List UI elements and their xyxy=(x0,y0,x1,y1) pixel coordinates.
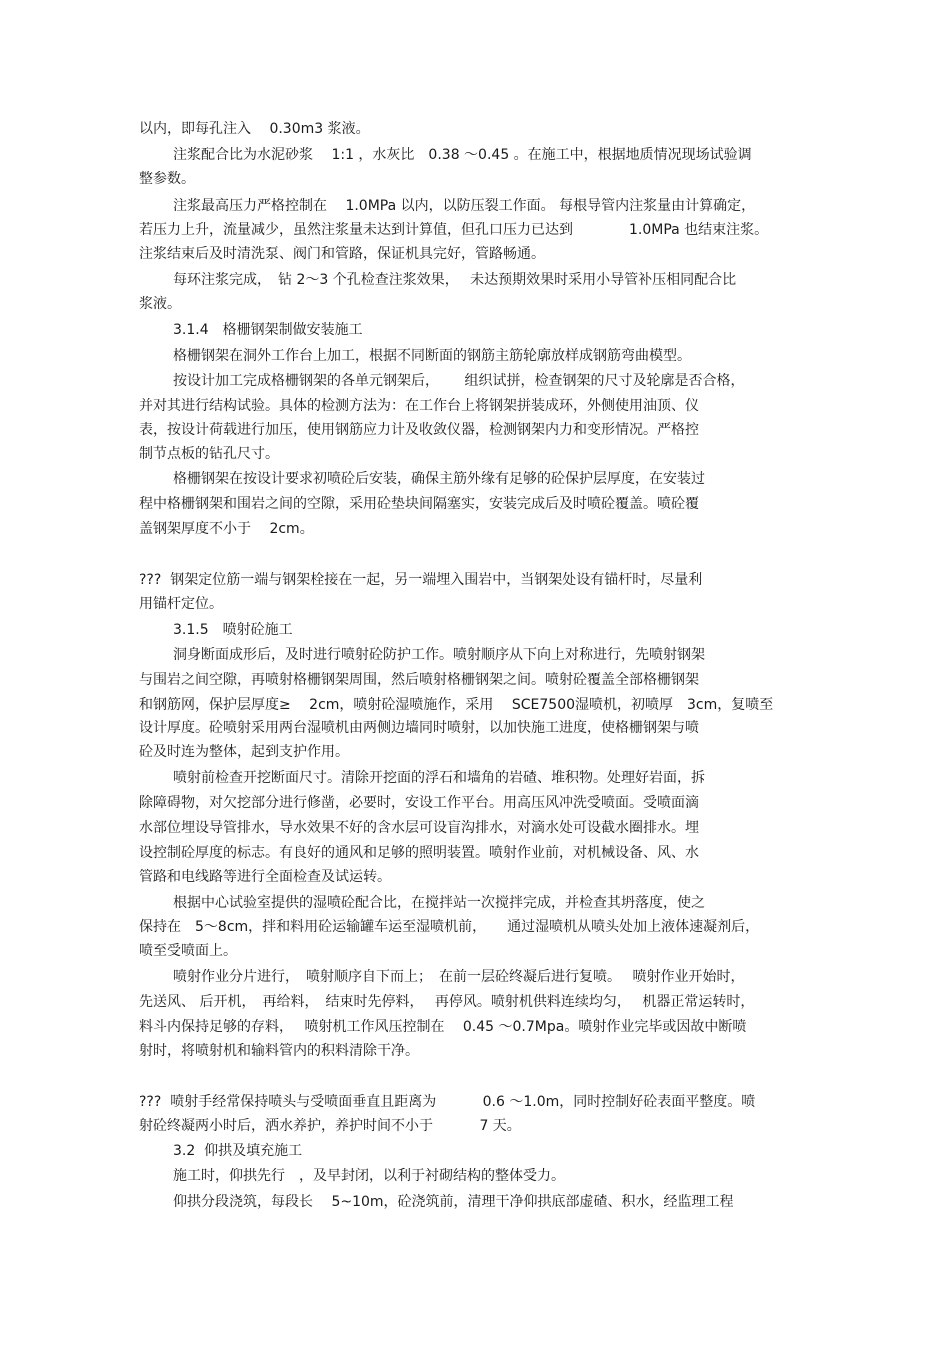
text-line: 根据中心试验室提供的湿喷砼配合比，在搅拌站一次搅拌完成，并检查其坍落度，使之 xyxy=(173,895,705,911)
text-line: 格栅钢架在洞外工作台上加工，根据不同断面的钢筋主筋轮廓放样成钢筋弯曲模型。 xyxy=(173,348,691,364)
text-line: 喷射作业分片进行， 喷射顺序自下而上； 在前一层砼终凝后进行复喷。 喷射作业开始时， xyxy=(173,969,745,985)
text-line: 以内，即每孔注入 0.30m3 浆液。 xyxy=(139,121,370,137)
text-line: ??? 钢架定位筋一端与钢架栓接在一起，另一端埋入围岩中，当钢架处设有锚杆时，尽量利 xyxy=(139,572,703,588)
text-line: 整参数。 xyxy=(139,171,195,187)
text-line: 射砼终凝两小时后，洒水养护，养护时间不小于 7 天。 xyxy=(139,1118,521,1134)
text-line: ??? 喷射手经常保持喷头与受喷面垂直且距离为 0.6 ～1.0m，同时控制好砼表面平整度。喷 xyxy=(139,1094,756,1110)
text-line: 除障碍物，对欠挖部分进行修凿，必要时，安设工作平台。用高压风冲洗受喷面。受喷面滴 xyxy=(139,795,699,811)
text-line: 射时，将喷射机和输料管内的积料清除干净。 xyxy=(139,1043,419,1059)
text-line: 洞身断面成形后，及时进行喷射砼防护工作。喷射顺序从下向上对称进行，先喷射钢架 xyxy=(173,647,705,663)
text-line: 料斗内保持足够的存料， 喷射机工作风压控制在 0.45 ～0.7Mpa。喷射作业完毕或因故中断喷 xyxy=(139,1019,747,1035)
section-heading: 3.1.4 格栅钢架制做安装施工 xyxy=(173,322,363,338)
text-line: 格栅钢架在按设计要求初喷砼后安装，确保主筋外缘有足够的砼保护层厚度，在安装过 xyxy=(173,471,705,487)
section-heading: 3.2 仰拱及填充施工 xyxy=(173,1143,303,1159)
text-line: 施工时，仰拱先行 ，及早封闭，以利于衬砌结构的整体受力。 xyxy=(173,1168,565,1184)
text-line: 设控制砼厚度的标志。有良好的通风和足够的照明装置。喷射作业前，对机械设备、风、水 xyxy=(139,845,699,861)
text-line: 水部位埋设导管排水，导水效果不好的含水层可设盲沟排水，对滴水处可设截水圈排水。埋 xyxy=(139,820,699,836)
text-line: 与围岩之间空隙，再喷射格栅钢架周围，然后喷射格栅钢架之间。喷射砼覆盖全部格栅钢架 xyxy=(139,672,699,688)
text-line: 砼及时连为整体，起到支护作用。 xyxy=(139,744,349,760)
text-line: 仰拱分段浇筑，每段长 5~10m，砼浇筑前，清理干净仰拱底部虚碴、积水，经监理工程 xyxy=(173,1194,734,1210)
text-line: 按设计加工完成格栅钢架的各单元钢架后， 组织试拼，检查钢架的尺寸及轮廓是否合格， xyxy=(173,373,745,389)
text-line: 和钢筋网，保护层厚度≥ 2cm，喷射砼湿喷施作，采用 SCE7500湿喷机，初喷厚 3cm，复喷至 xyxy=(139,697,774,713)
text-line: 注浆结束后及时清洗泵、阀门和管路，保证机具完好，管路畅通。 xyxy=(139,246,545,262)
text-line: 浆液。 xyxy=(139,296,181,312)
text-line: 设计厚度。砼喷射采用两台湿喷机由两侧边墙同时喷射，以加快施工进度，使格栅钢架与喷 xyxy=(139,720,699,736)
text-line: 注浆配合比为水泥砂浆 1:1 ，水灰比 0.38 ～0.45 。在施工中，根据地质情况现场试验调 xyxy=(173,147,752,163)
text-line: 程中格栅钢架和围岩之间的空隙，采用砼垫块间隔塞实，安装完成后及时喷砼覆盖。喷砼覆 xyxy=(139,496,699,512)
text-line: 保持在 5～8cm，拌和料用砼运输罐车运至湿喷机前， 通过湿喷机从喷头处加上液体速凝剂后， xyxy=(139,919,760,935)
text-line: 注浆最高压力严格控制在 1.0MPa 以内，以防压裂工作面。 每根导管内注浆量由计算确定， xyxy=(173,198,756,214)
text-line: 制节点板的钻孔尺寸。 xyxy=(139,446,279,462)
text-line: 表，按设计荷载进行加压，使用钢筋应力计及收敛仪器，检测钢架内力和变形情况。严格控 xyxy=(139,422,699,438)
text-line: 并对其进行结构试验。具体的检测方法为：在工作台上将钢架拼装成环，外侧使用油顶、仪 xyxy=(139,398,699,414)
section-heading: 3.1.5 喷射砼施工 xyxy=(173,622,293,638)
text-line: 喷至受喷面上。 xyxy=(139,943,237,959)
text-line: 用锚杆定位。 xyxy=(139,596,223,612)
text-line: 管路和电线路等进行全面检查及试运转。 xyxy=(139,869,391,885)
text-line: 喷射前检查开挖断面尺寸。清除开挖面的浮石和墙角的岩碴、堆积物。处理好岩面，拆 xyxy=(173,770,705,786)
text-line: 盖钢架厚度不小于 2cm。 xyxy=(139,521,314,537)
text-line: 若压力上升，流量减少，虽然注浆量未达到计算值，但孔口压力已达到 1.0MPa 也结束注浆。 xyxy=(139,222,769,238)
text-line: 先送风、 后开机， 再给料， 结束时先停料， 再停风。喷射机供料连续均匀， 机器正常运转时， xyxy=(139,994,755,1010)
text-line: 每环注浆完成， 钻 2～3 个孔检查注浆效果， 未达预期效果时采用小导管补压相同配合比 xyxy=(173,272,737,288)
